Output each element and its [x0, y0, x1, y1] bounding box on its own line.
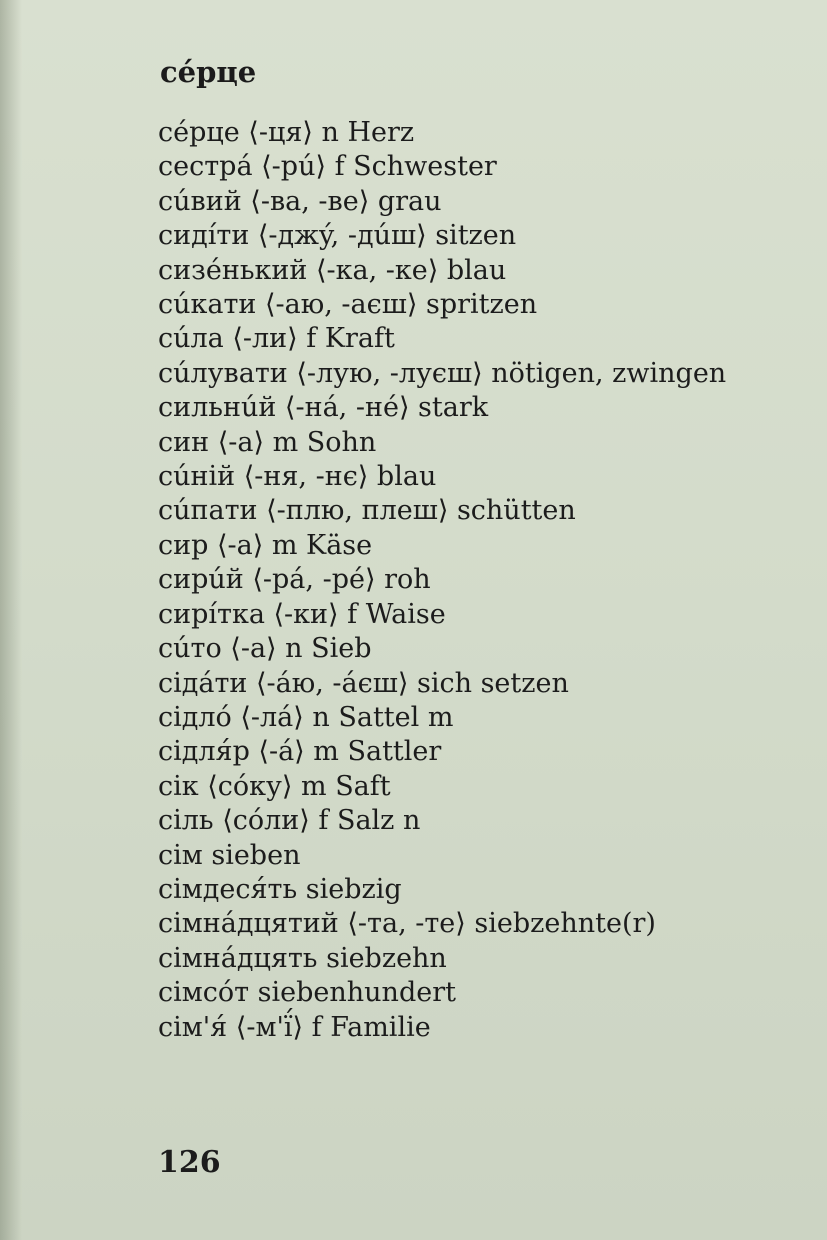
dictionary-entry: сúпати ⟨-плю, плеш⟩ schütten — [158, 495, 576, 527]
running-head: сéрце — [160, 55, 257, 89]
dictionary-entry: сир ⟨-а⟩ m Käse — [158, 529, 373, 561]
dictionary-entry: сімсóт siebenhundert — [158, 977, 456, 1009]
dictionary-entry: сирúй ⟨-рá, -рé⟩ roh — [158, 564, 431, 596]
dictionary-entry: сúла ⟨-ли⟩ f Kraft — [158, 323, 395, 355]
entry-list — [158, 116, 758, 1045]
dictionary-entry: сидíти ⟨-джý, -дúш⟩ sitzen — [158, 220, 517, 252]
dictionary-entry: сідлó ⟨-лá⟩ n Sattel m — [158, 701, 454, 733]
dictionary-entry: сім'я́ ⟨-м'ї́⟩ f Familie — [158, 1011, 431, 1043]
dictionary-entry: сúлувати ⟨-лую, -луєш⟩ nötigen, zwingen — [158, 357, 727, 389]
dictionary-entry: сизéнький ⟨-ка, -ке⟩ blau — [158, 254, 507, 286]
dictionary-entry: сімнáдцять siebzehn — [158, 942, 447, 974]
dictionary-entry: сúвий ⟨-ва, -ве⟩ grau — [158, 185, 442, 217]
dictionary-entry: сіль ⟨сóли⟩ f Salz n — [158, 805, 421, 837]
page-number: 126 — [158, 1145, 221, 1180]
dictionary-entry: сéрце ⟨-ця⟩ n Herz — [158, 117, 415, 148]
dictionary-entry: сúкати ⟨-аю, -аєш⟩ spritzen — [158, 289, 538, 321]
dictionary-entry: сідáти ⟨-áю, -áєш⟩ sich setzen — [158, 667, 569, 699]
dictionary-entry: сім sieben — [158, 839, 301, 871]
dictionary-entry: сімнáдцятий ⟨-та, -те⟩ siebzehnte(r) — [158, 908, 656, 940]
dictionary-entry: сúній ⟨-ня, -нє⟩ blau — [158, 461, 437, 493]
dictionary-entry: сильнúй ⟨-нá, -нé⟩ stark — [158, 392, 489, 424]
dictionary-entry: син ⟨-а⟩ m Sohn — [158, 426, 377, 458]
dictionary-entry: сирíтка ⟨-ки⟩ f Waise — [158, 598, 446, 630]
dictionary-entry: сідля́р ⟨-á⟩ m Sattler — [158, 736, 442, 768]
dictionary-entry: сік ⟨сóку⟩ m Saft — [158, 770, 391, 802]
dictionary-entry: сúто ⟨-а⟩ n Sieb — [158, 633, 372, 665]
dictionary-entry: сімдеся́ть siebzig — [158, 873, 402, 905]
dictionary-entry: сестрá ⟨-рú⟩ f Schwester — [158, 151, 497, 183]
